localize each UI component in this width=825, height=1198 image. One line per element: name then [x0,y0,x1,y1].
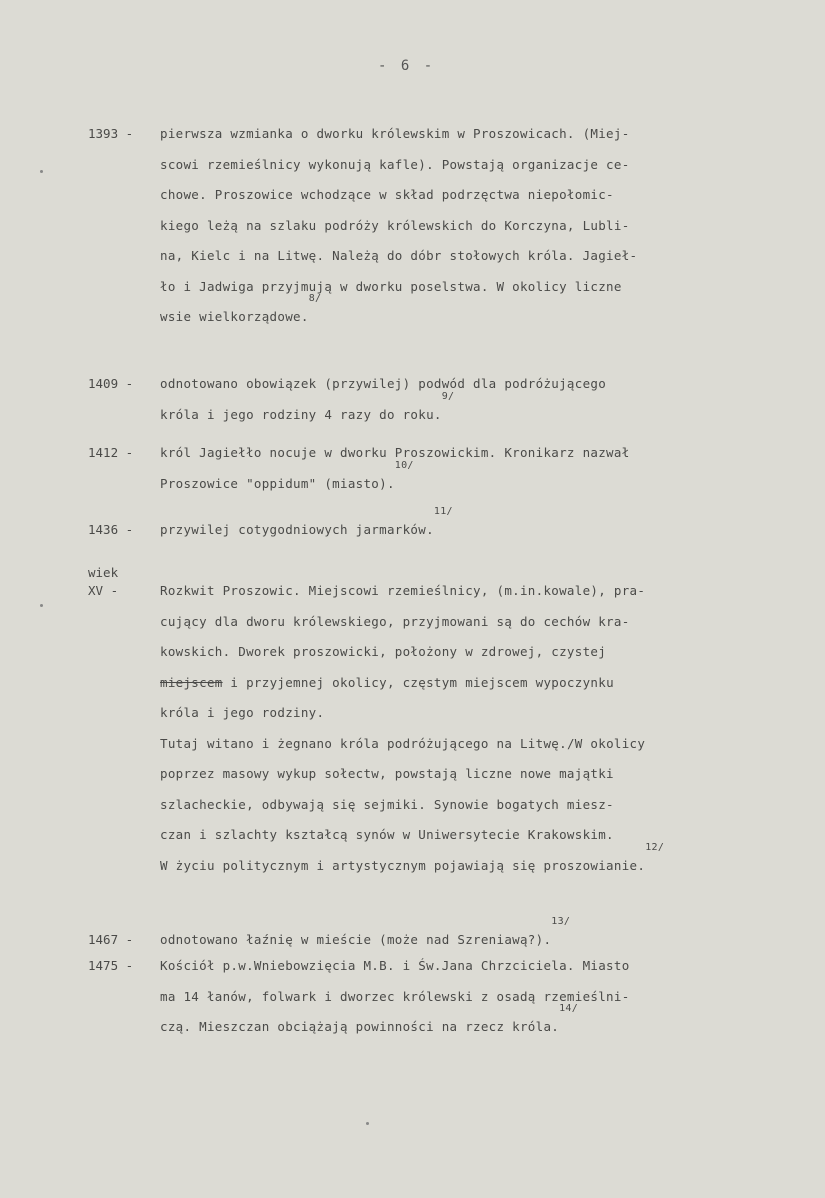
text-line: poprzez masowy wykup sołectw, powstają liczne nowe majątki [160,766,614,781]
footnote-ref: 8/ [308,293,322,304]
year-word: wiek [88,565,119,580]
entry-text [160,438,800,499]
text-line: Kościół p.w.Wniebowzięcia M.B. i Św.Jana Chrzciciela. Miasto [160,958,630,973]
entry-text [160,119,800,333]
text-line [160,459,800,500]
text-line: cujący dla dworu królewskiego, przyjmowani są do cechów kra- [160,613,630,629]
paper-speck [40,170,43,173]
footnote-ref: 9/ [441,390,455,402]
text-segment: W okolicy [574,735,646,751]
entry-year [88,564,160,600]
struck-word: miejscem [160,674,223,690]
paper-speck [40,604,43,607]
text-line: na, Kielc i na Litwę. Należą do dóbr stołowych króla. Jagieł- [160,248,638,263]
text-line: szlacheckie, odbywają się sejmiki. Synowie bogatych miesz- [160,796,614,812]
text-line: król Jagiełło nocuje w dworku Proszowickim. Kronikarz nazwał [160,445,630,460]
text-line [160,1003,800,1043]
text-line: odnotowano obowiązek (przywilej) podwód dla podróżującego [160,376,607,391]
entry-year: 1436 - [88,522,134,537]
text-line [160,668,800,699]
paper-speck [366,1122,369,1125]
text-segment: W życiu politycznym i artystycznym pojawiają się proszowianie. [160,857,646,873]
text-line: pierwsza wzmianka o dworku królewskim w Proszowicach. (Miej- [160,126,630,141]
entry-year: 1393 - [88,126,134,141]
footnote-ref: 11/ [433,506,453,517]
entry-year: 1475 - [88,958,134,973]
entry-year: 1412 - [88,445,134,460]
text-line [160,390,800,431]
insertion-mark: / [566,735,575,751]
page-number: - 6 - [378,58,436,74]
text-segment: przywilej cotygodniowych jarmarków. [160,522,434,537]
text-line: kiego leżą na szlaku podróży królewskich do Korczyna, Lubli- [160,217,630,233]
footnote-ref: 10/ [394,459,414,471]
text-line [160,506,800,546]
text-segment: króla i jego rodziny 4 razy do roku. [160,406,442,422]
entry-text [160,369,800,430]
text-segment: i przyjemnej okolicy, częstym miejscem wypoczynku [222,674,614,690]
text-line [160,293,800,333]
entry-year: 1467 - [88,932,134,947]
text-segment: Tutaj witano i żegnano króla podróżującego na Litwę. [160,735,567,751]
entry-text [160,506,800,546]
footnote-ref: 14/ [559,1003,579,1014]
footnote-ref: 13/ [551,916,571,927]
text-line: scowi rzemieślnicy wykonują kafle). Powstają organizacje ce- [160,156,630,172]
text-segment: odnotowano łaźnię w mieście (może nad Szreniawą?). [160,932,552,947]
footnote-ref: 12/ [645,841,665,853]
text-line: chowe. Proszowice wchodzące w skład podrzęctwa niepołomic- [160,187,614,202]
text-line: króla i jego rodziny. [160,705,325,720]
entry-text [160,951,800,1043]
text-line: ło i Jadwiga przyjmują w dworku poselstwa. W okolicy liczne [160,278,622,294]
entry-text [160,576,800,881]
text-line: Rozkwit Proszowic. Miejscowi rzemieślnicy, (m.in.kowale), pra- [160,583,646,598]
year-century: XV - [88,583,119,598]
text-line: ma 14 łanów, folwark i dworzec królewski z osadą rzemieślni- [160,988,630,1004]
text-line [160,841,800,882]
entry-year: 1409 - [88,376,134,391]
text-segment: wsie wielkorządowe. [160,309,309,324]
text-segment: czą. Mieszczan obciążają powinności na rzecz króla. [160,1019,560,1034]
text-line: kowskich. Dworek proszowicki, położony w zdrowej, czystej [160,644,607,659]
text-segment: Proszowice "oppidum" (miasto). [160,475,395,491]
text-line: czan i szlachty kształcą synów w Uniwersytecie Krakowskim. [160,827,614,842]
text-line [160,729,800,760]
